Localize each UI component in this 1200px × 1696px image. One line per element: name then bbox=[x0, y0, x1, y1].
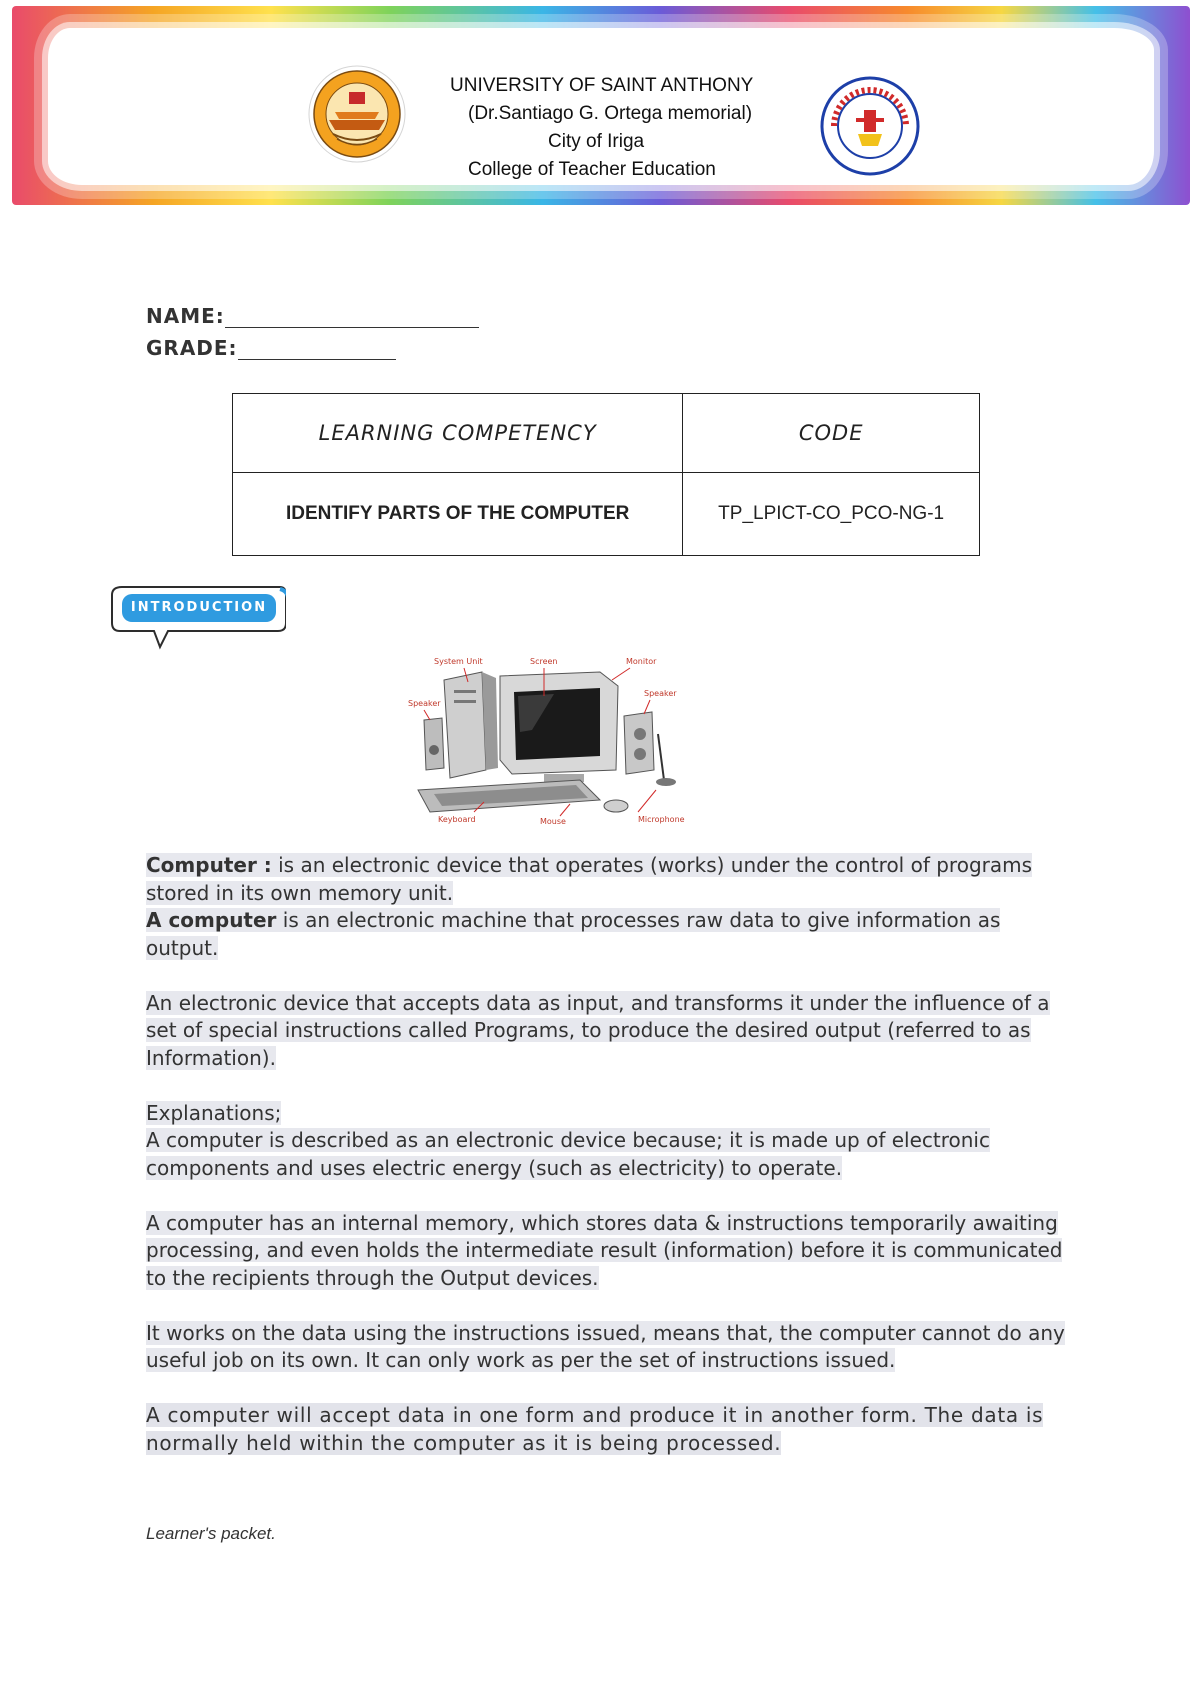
university-seal-right-logo bbox=[820, 76, 920, 176]
name-blank-line bbox=[225, 309, 479, 328]
introduction-label: INTRODUCTION bbox=[122, 594, 276, 622]
paragraph-definition-2 bbox=[146, 907, 1066, 962]
label-microphone: Microphone bbox=[638, 815, 685, 824]
table-row bbox=[233, 473, 980, 556]
competency-table bbox=[232, 393, 980, 556]
grade-field bbox=[146, 336, 396, 360]
definition-2-text: is an electronic machine that processes raw data to give information as output. bbox=[146, 908, 1001, 960]
college-line: College of Teacher Education bbox=[468, 159, 716, 180]
paragraph-instructions: It works on the data using the instructions issued, means that, the computer cannot do any useful job on its own. It can only work as per the set of instructions issued. bbox=[146, 1320, 1065, 1372]
explanations-heading: Explanations; bbox=[146, 1100, 282, 1125]
paragraph-definition-1 bbox=[146, 852, 1066, 907]
grade-label: GRADE: bbox=[146, 336, 238, 360]
label-speaker-right: Speaker bbox=[644, 689, 677, 698]
column-header-competency: LEARNING COMPETENCY bbox=[233, 394, 683, 473]
column-header-code: CODE bbox=[683, 394, 980, 473]
label-system-unit: System Unit bbox=[434, 657, 483, 666]
paragraph-internal-memory: A computer has an internal memory, which stores data & instructions temporarily awaiting processing, and even holds the intermediate result (information) before it is communicated to the recipients through the Output devices. bbox=[146, 1210, 1063, 1290]
university-seal-left-logo bbox=[307, 64, 407, 164]
city-line: City of Iriga bbox=[548, 131, 645, 152]
paragraph-input-output: An electronic device that accepts data as input, and transforms it under the influence of a set of special instructions called Programs, to produce the desired output (referred to as Information). bbox=[146, 990, 1050, 1070]
name-label: NAME: bbox=[146, 304, 225, 328]
university-heading bbox=[440, 72, 820, 184]
computer-parts-figure bbox=[404, 650, 730, 824]
label-keyboard: Keyboard bbox=[438, 815, 476, 824]
memorial-line: (Dr.Santiago G. Ortega memorial) bbox=[468, 103, 753, 124]
university-name: UNIVERSITY OF SAINT ANTHONY bbox=[450, 75, 754, 96]
definition-1-text: is an electronic device that operates (works) under the control of programs stored in its own memory unit. bbox=[146, 853, 1033, 905]
competency-cell: IDENTIFY PARTS OF THE COMPUTER bbox=[233, 473, 683, 556]
label-speaker-left: Speaker bbox=[408, 699, 441, 708]
introduction-badge bbox=[110, 585, 286, 631]
label-mouse: Mouse bbox=[540, 817, 566, 824]
label-screen: Screen bbox=[530, 657, 558, 666]
term-computer: Computer : bbox=[146, 853, 272, 877]
code-cell: TP_LPICT-CO_PCO-NG-1 bbox=[683, 473, 980, 556]
paragraph-electronic-device: A computer is described as an electronic device because; it is made up of electronic components and uses electric energy (such as electricity) to operate. bbox=[146, 1128, 990, 1180]
footer-note: Learner's packet. bbox=[146, 1524, 276, 1543]
label-monitor: Monitor bbox=[626, 657, 657, 666]
introduction-body bbox=[146, 852, 1066, 1457]
name-field bbox=[146, 304, 479, 328]
table-header-row bbox=[233, 394, 980, 473]
grade-blank-line bbox=[238, 341, 396, 360]
term-a-computer: A computer bbox=[146, 908, 277, 932]
paragraph-data-form: A computer will accept data in one form and produce it in another form. The data is normally held within the computer as it is being processed. bbox=[146, 1403, 1044, 1455]
